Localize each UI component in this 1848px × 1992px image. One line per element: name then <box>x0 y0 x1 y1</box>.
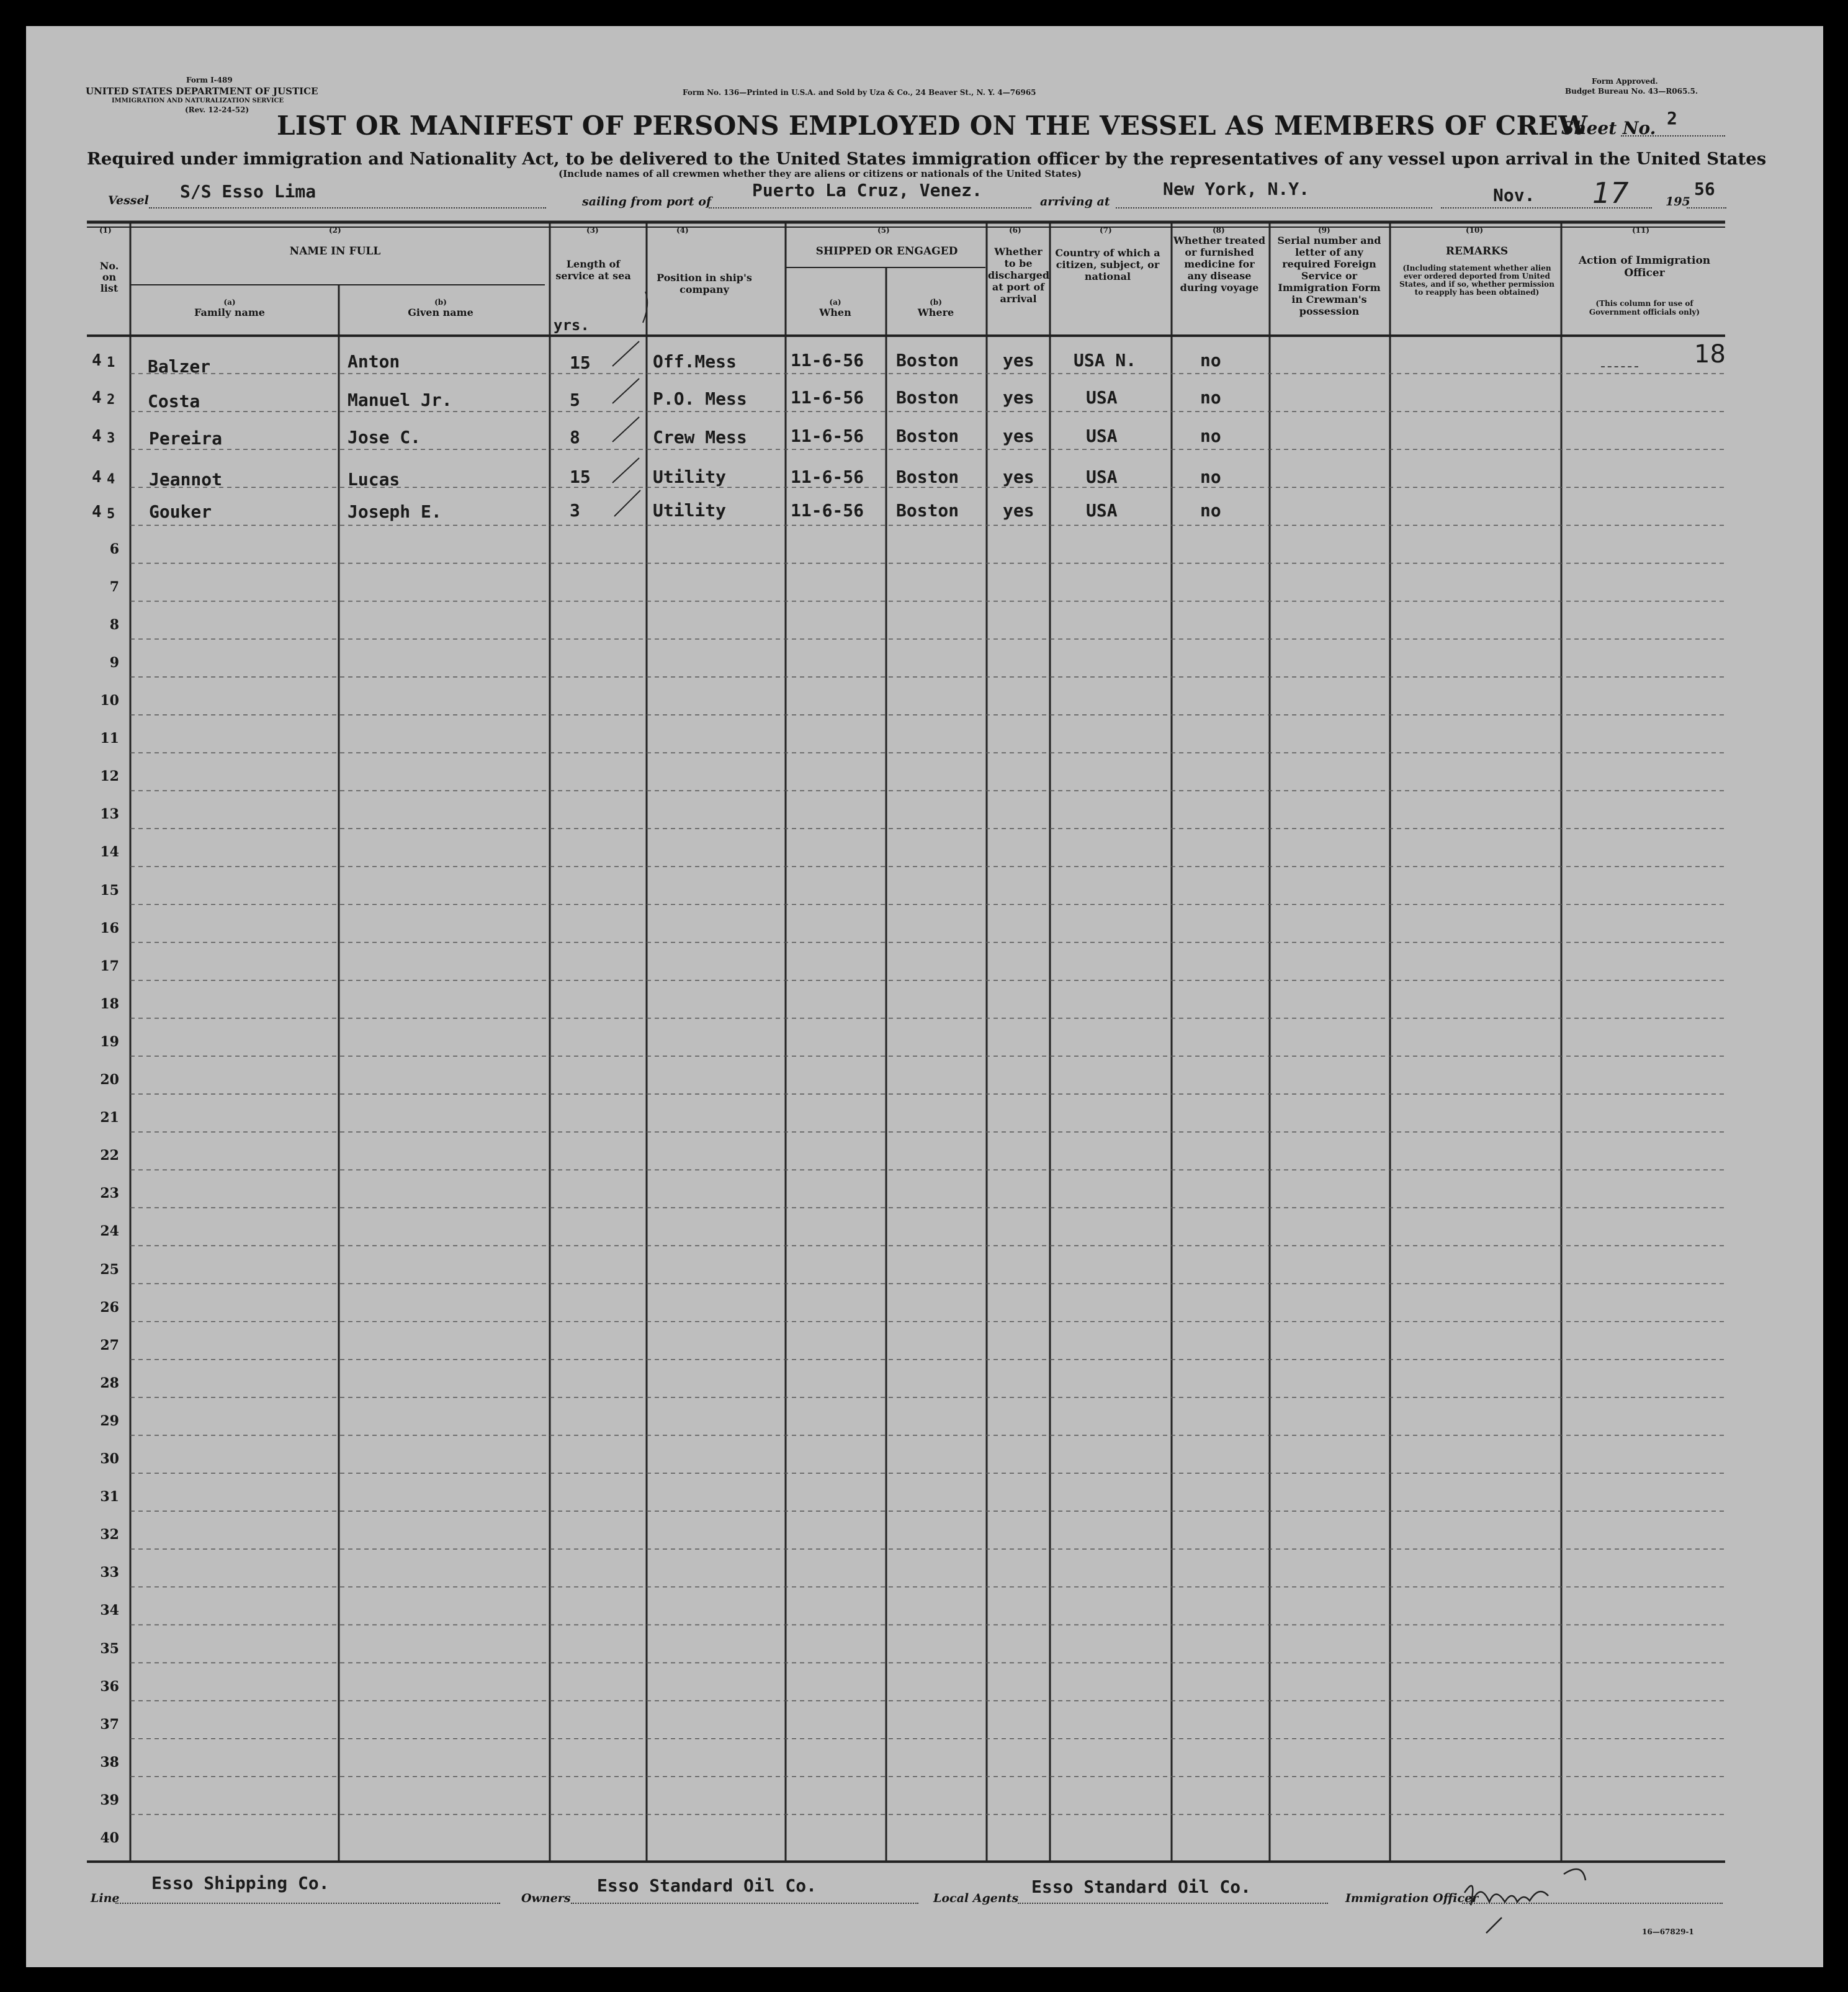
col5a-tag: (a) <box>829 298 841 307</box>
country: USA <box>1086 467 1118 487</box>
shipped-when: 11-6-56 <box>791 350 864 370</box>
row-number: 20 <box>100 1072 119 1088</box>
row-number: 15 <box>100 882 119 899</box>
officer-count: 18 <box>1694 340 1726 369</box>
shipped-where: Boston <box>896 467 959 487</box>
country: USA <box>1086 500 1118 521</box>
medicine: no <box>1200 467 1221 487</box>
medicine: no <box>1200 387 1221 408</box>
form-id: Form I-489 <box>186 76 233 84</box>
col2a-label: Family name <box>194 307 265 318</box>
arrival-day: 17 <box>1592 176 1629 210</box>
position: P.O. Mess <box>653 388 747 409</box>
agents-value: Esso Standard Oil Co. <box>1031 1877 1252 1897</box>
service-years: 8 <box>570 427 580 447</box>
col5b-label: Where <box>917 307 954 318</box>
row-number: 24 <box>100 1223 119 1240</box>
medicine: no <box>1200 426 1221 446</box>
given-name: Jose C. <box>348 427 421 447</box>
officer-label: Immigration Officer <box>1345 1891 1479 1905</box>
row-number: 2 <box>107 392 115 408</box>
owners-label: Owners <box>521 1891 571 1905</box>
budget-bureau: Budget Bureau No. 43—R065.5. <box>1565 87 1698 96</box>
service: IMMIGRATION AND NATURALIZATION SERVICE <box>112 97 284 104</box>
shipped-where: Boston <box>896 500 959 521</box>
row-number: 36 <box>100 1678 119 1695</box>
position: Utility <box>653 467 727 487</box>
col3-label: Length of service at sea <box>555 258 631 282</box>
col9-label: Serial number and letter of any required Foreign Service or Immigration Form in Crewman's possession <box>1277 235 1381 317</box>
row-number: 13 <box>100 806 119 823</box>
shipped-when: 11-6-56 <box>791 426 864 446</box>
col6-label: Whether to be discharged at port of arrival <box>988 246 1049 305</box>
shipped-where: Boston <box>896 350 959 370</box>
discharge: yes <box>1003 350 1034 370</box>
row-number: 12 <box>100 768 119 785</box>
row-prefix: 4 <box>92 351 102 370</box>
arriving-label: arriving at <box>1040 195 1110 209</box>
row-number: 11 <box>100 730 119 747</box>
row-number: 25 <box>100 1261 119 1278</box>
col8-num: (8) <box>1213 226 1225 235</box>
line-label: Line <box>91 1891 120 1905</box>
family-name: Gouker <box>149 501 212 522</box>
row-prefix: 4 <box>92 388 102 407</box>
vessel-name: S/S Esso Lima <box>180 181 316 202</box>
agents-label: Local Agents <box>933 1891 1019 1905</box>
year-suffix: 56 <box>1694 179 1715 199</box>
col1-label: No. on list <box>99 260 119 294</box>
row-number: 3 <box>107 431 115 446</box>
row-number: 5 <box>107 506 115 522</box>
row-number: 33 <box>100 1564 119 1581</box>
col2-num: (2) <box>329 226 341 235</box>
col6-num: (6) <box>1009 226 1021 235</box>
sheet-label: Sheet No. <box>1561 118 1656 138</box>
sailing-label: sailing from port of <box>582 195 712 209</box>
col7-num: (7) <box>1100 226 1112 235</box>
shipped-when: 11-6-56 <box>791 467 864 487</box>
row-number: 14 <box>100 844 119 861</box>
form-code: 16—67829-1 <box>1642 1927 1694 1936</box>
vessel-label: Vessel <box>108 194 149 207</box>
arrival-port: New York, N.Y. <box>1163 179 1310 199</box>
col7-label: Country of which a citizen, subject, or national <box>1055 247 1160 282</box>
row-number: 9 <box>109 654 119 671</box>
col10-note: (Including statement whether alien ever ordered deported from United States, and if so, whether permission to reapply has been obtained) <box>1399 264 1554 297</box>
col11-note: (This column for use of Government officials only) <box>1589 299 1700 316</box>
subtitle: Required under immigration and Nationality Act, to be delivered to the United States immigration officer by the representatives of any vessel upon arrival in the United States <box>87 149 1767 169</box>
row-number: 38 <box>100 1754 119 1770</box>
row-prefix: 4 <box>92 427 102 446</box>
line-value: Esso Shipping Co. <box>151 1873 330 1893</box>
given-name: Anton <box>348 351 400 372</box>
col8-label: Whether treated or furnished medicine for any disease during voyage <box>1173 235 1266 294</box>
discharge: yes <box>1003 426 1034 446</box>
arrival-month: Nov. <box>1493 185 1535 205</box>
row-number: 21 <box>100 1110 119 1126</box>
row-prefix: 4 <box>92 468 102 487</box>
col2b-label: Given name <box>408 307 473 318</box>
row-number: 29 <box>100 1412 119 1429</box>
row-number: 22 <box>100 1147 119 1164</box>
col11-label: Action of Immigration Officer <box>1578 254 1711 279</box>
row-number: 28 <box>100 1375 119 1391</box>
col5b-tag: (b) <box>930 298 942 307</box>
family-name: Balzer <box>148 356 211 377</box>
row-number: 7 <box>109 578 119 595</box>
include-note: (Include names of all crewmen whether they are aliens or citizens or nationals of the United States) <box>558 168 1082 179</box>
row-prefix: 4 <box>92 503 102 521</box>
revision: (Rev. 12-24-52) <box>185 105 249 114</box>
year-prefix: 195 <box>1666 195 1690 209</box>
row-number: 34 <box>100 1602 119 1619</box>
service-years: 15 <box>570 467 591 487</box>
given-name: Lucas <box>348 469 400 490</box>
row-number: 10 <box>100 693 119 709</box>
medicine: no <box>1200 500 1221 521</box>
given-name: Joseph E. <box>348 501 442 522</box>
printer-note: Form No. 136—Printed in U.S.A. and Sold by Uza & Co., 24 Beaver St., N. Y. 4—76965 <box>683 88 1036 97</box>
page-title: LIST OR MANIFEST OF PERSONS EMPLOYED ON THE VESSEL AS MEMBERS OF CREW <box>277 110 1588 141</box>
approval: Form Approved. <box>1592 77 1658 86</box>
row-number: 6 <box>109 541 119 557</box>
row-number: 27 <box>100 1337 119 1353</box>
owners-value: Esso Standard Oil Co. <box>597 1875 817 1896</box>
row-number: 26 <box>100 1299 119 1316</box>
row-number: 1 <box>107 355 115 370</box>
col4-num: (4) <box>676 226 689 235</box>
col2b-tag: (b) <box>434 298 447 307</box>
shipped-when: 11-6-56 <box>791 500 864 521</box>
row-number: 31 <box>100 1489 119 1505</box>
row-number: 40 <box>100 1830 119 1846</box>
departure-port: Puerto La Cruz, Venez. <box>752 180 982 200</box>
given-name: Manuel Jr. <box>348 390 452 410</box>
row-number: 23 <box>100 1185 119 1202</box>
col10-num: (10) <box>1466 226 1484 235</box>
row-number: 17 <box>100 958 119 974</box>
department: UNITED STATES DEPARTMENT OF JUSTICE <box>86 86 318 97</box>
row-number: 32 <box>100 1527 119 1543</box>
position: Utility <box>653 500 727 521</box>
row-number: 16 <box>100 920 119 936</box>
row-number: 8 <box>109 616 119 633</box>
sheet-number: 2 <box>1667 108 1677 128</box>
col5-num: (5) <box>877 226 890 235</box>
service-years: 5 <box>570 390 580 410</box>
col4-label: Position in ship's company <box>657 272 752 295</box>
discharge: yes <box>1003 467 1034 487</box>
col9-num: (9) <box>1318 226 1330 235</box>
row-number: 18 <box>100 995 119 1012</box>
position: Off.Mess <box>653 351 737 372</box>
col5a-label: When <box>819 307 851 318</box>
position: Crew Mess <box>653 427 747 447</box>
discharge: yes <box>1003 387 1034 408</box>
col5-label: SHIPPED OR ENGAGED <box>815 245 958 258</box>
country: USA N. <box>1074 350 1137 370</box>
shipped-where: Boston <box>896 387 959 408</box>
col1-num: (1) <box>99 226 112 235</box>
col2-label: NAME IN FULL <box>289 245 381 258</box>
row-number: 4 <box>107 472 115 487</box>
row-number: 19 <box>100 1033 119 1050</box>
family-name: Pereira <box>149 428 223 449</box>
family-name: Costa <box>148 391 200 411</box>
row-number: 30 <box>100 1451 119 1467</box>
col3-unit: yrs. <box>554 316 590 334</box>
col11-num: (11) <box>1632 226 1650 235</box>
row-number: 39 <box>100 1792 119 1808</box>
family-name: Jeannot <box>149 469 223 490</box>
shipped-where: Boston <box>896 426 959 446</box>
col10-label: REMARKS <box>1445 245 1509 258</box>
row-number: 35 <box>100 1640 119 1657</box>
country: USA <box>1086 426 1118 446</box>
service-years: 15 <box>570 352 591 373</box>
service-years: 3 <box>570 500 580 521</box>
shipped-when: 11-6-56 <box>791 387 864 408</box>
medicine: no <box>1200 350 1221 370</box>
country: USA <box>1086 387 1118 408</box>
row-number: 37 <box>100 1716 119 1733</box>
discharge: yes <box>1003 500 1034 521</box>
col2a-tag: (a) <box>223 298 236 307</box>
col3-num: (3) <box>586 226 599 235</box>
